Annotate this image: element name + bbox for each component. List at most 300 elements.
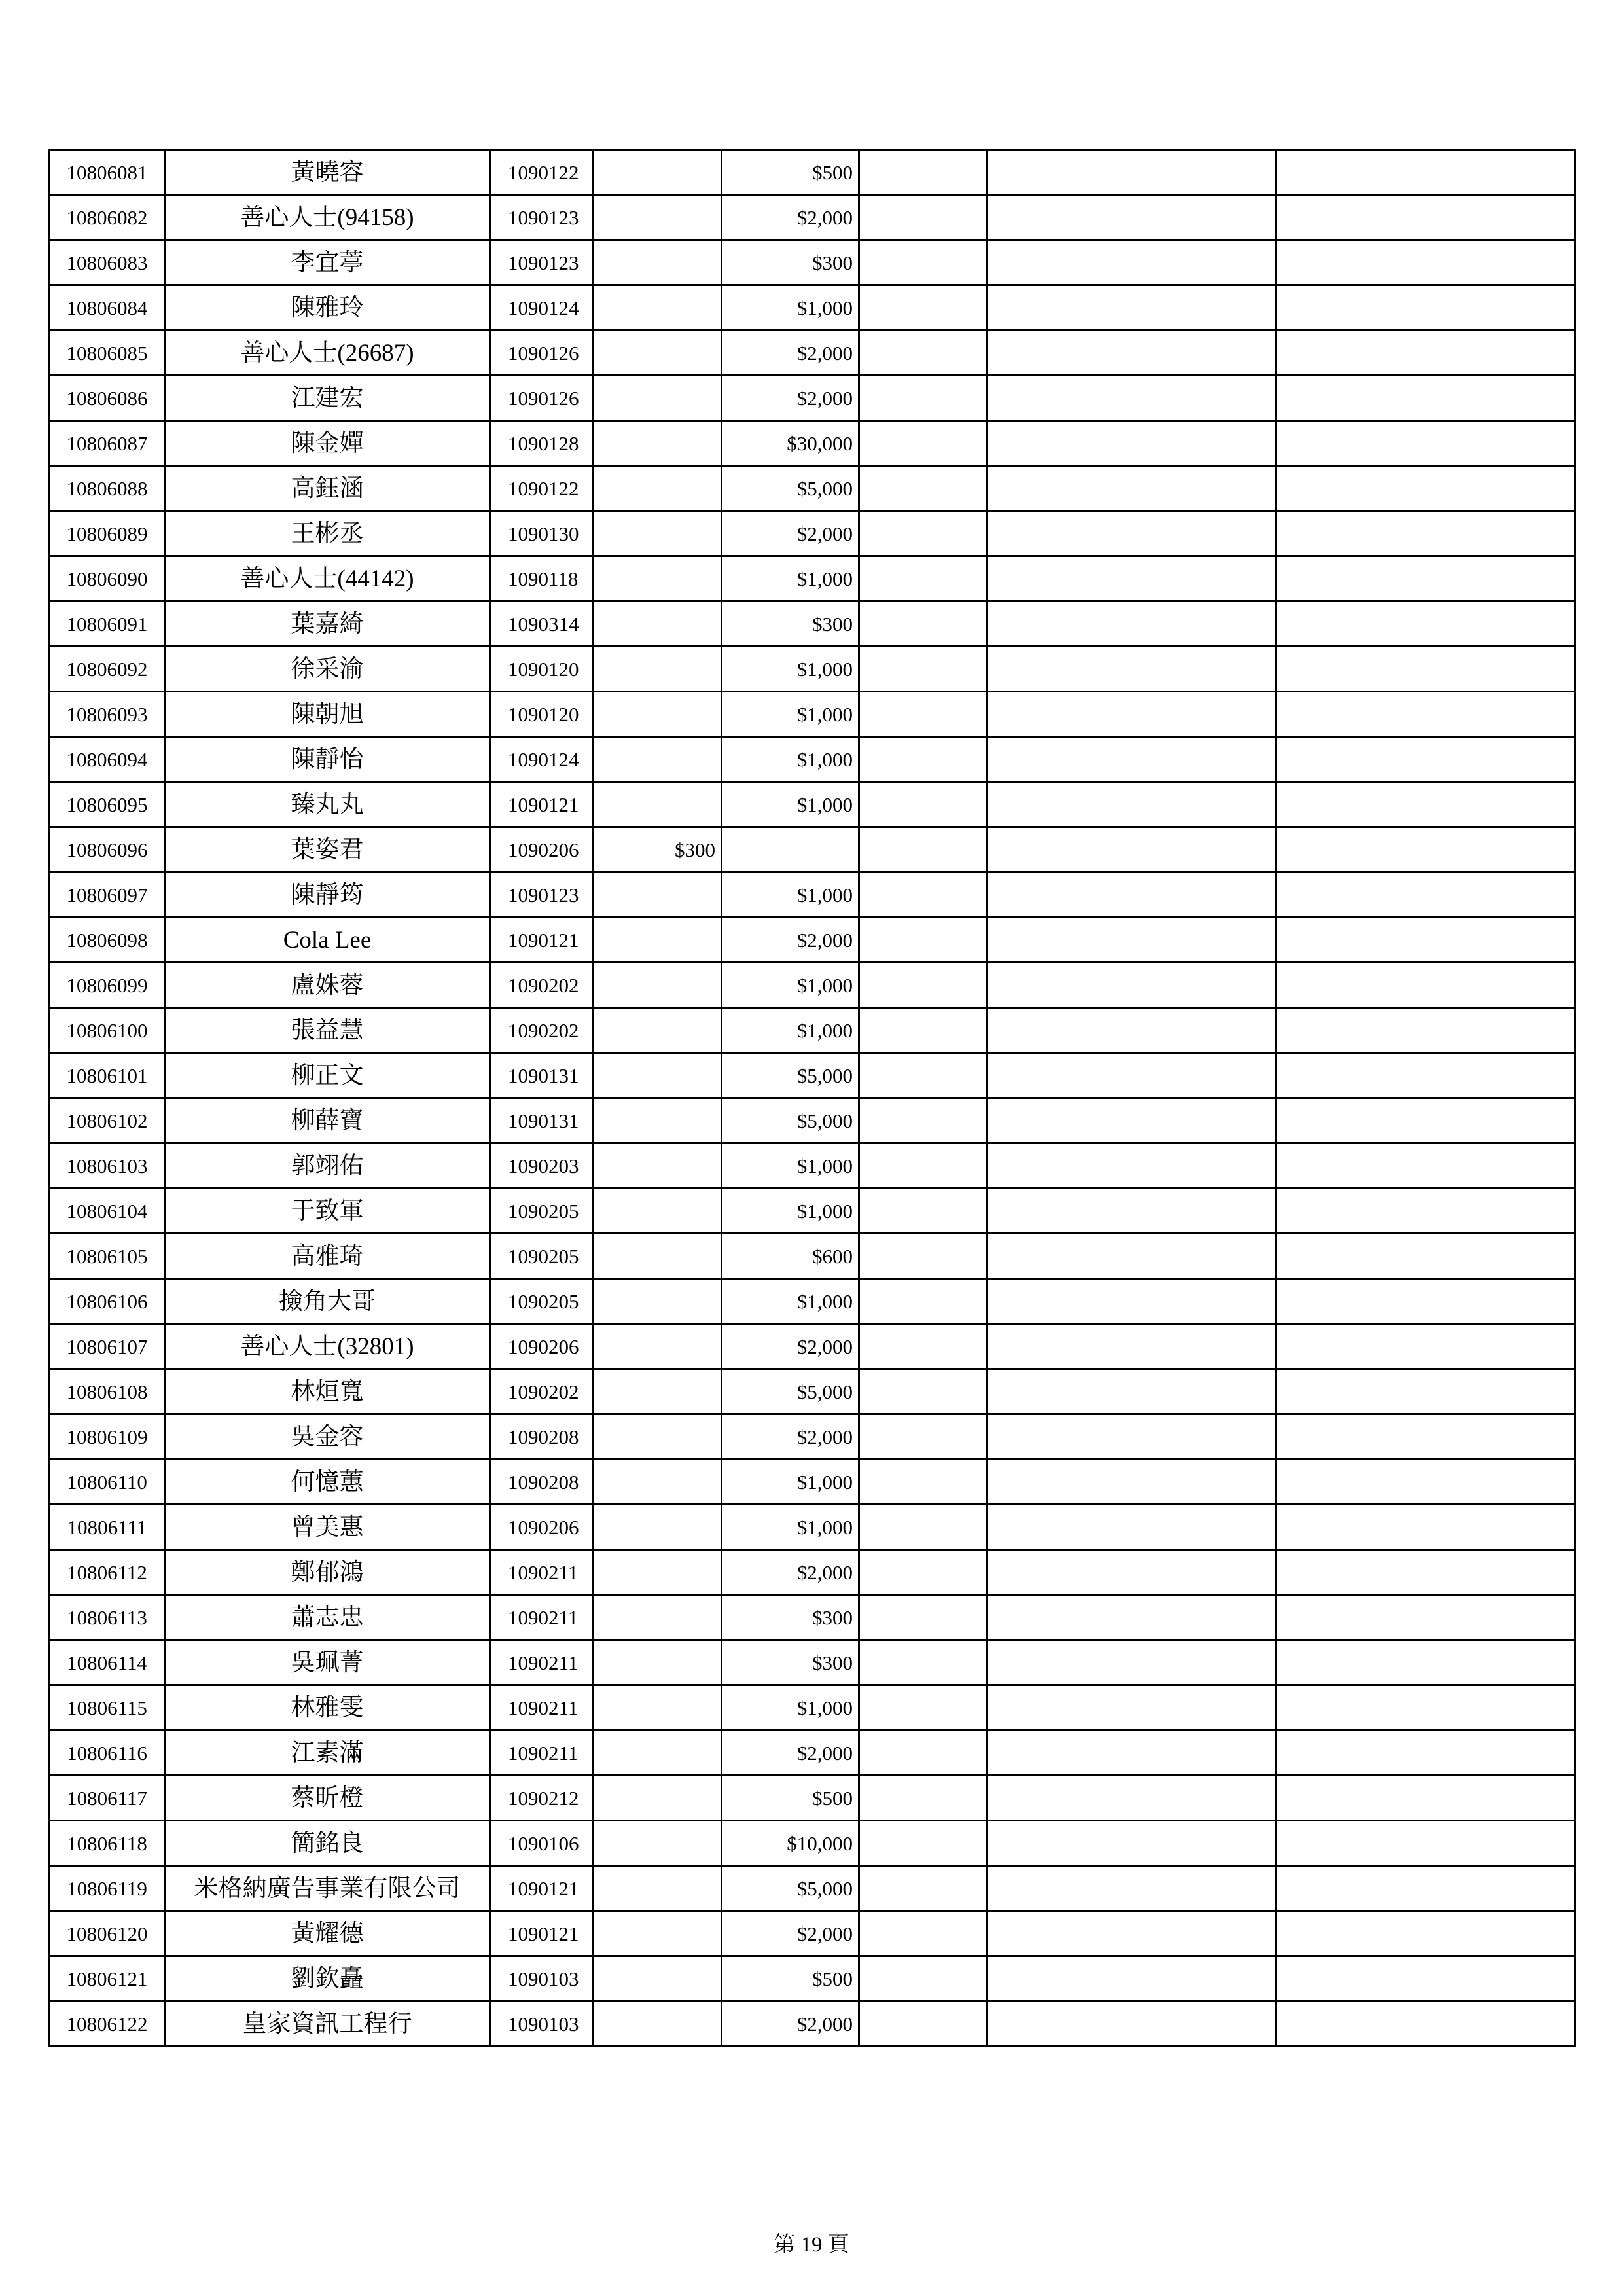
- empty-cell: [987, 1414, 1276, 1460]
- date-cell: 1090106: [490, 1821, 594, 1866]
- amount-a-cell: [594, 1414, 722, 1460]
- donation-ledger-table: [48, 149, 1576, 2047]
- amount-b-cell: $600: [722, 1234, 859, 1279]
- receipt-id-cell: 10806113: [50, 1595, 165, 1640]
- empty-cell: [1276, 782, 1575, 827]
- table-row: [50, 1279, 1575, 1324]
- table-row: [50, 1821, 1575, 1866]
- empty-cell: [1276, 285, 1575, 331]
- empty-cell: [987, 150, 1276, 195]
- receipt-id-cell: 10806098: [50, 918, 165, 963]
- table-row: [50, 1098, 1575, 1143]
- empty-cell: [987, 1324, 1276, 1369]
- empty-cell: [987, 737, 1276, 782]
- amount-a-cell: [594, 1731, 722, 1776]
- receipt-id-cell: 10806084: [50, 285, 165, 331]
- empty-cell: [987, 827, 1276, 872]
- date-cell: 1090120: [490, 692, 594, 737]
- amount-b-cell: $500: [722, 1956, 859, 2001]
- receipt-id-cell: 10806097: [50, 872, 165, 918]
- donor-name-cell: 徐采渝: [165, 647, 490, 692]
- amount-b-cell: $2,000: [722, 1731, 859, 1776]
- empty-cell: [859, 285, 987, 331]
- amount-a-cell: [594, 918, 722, 963]
- receipt-id-cell: 10806111: [50, 1505, 165, 1550]
- date-cell: 1090208: [490, 1414, 594, 1460]
- empty-cell: [987, 331, 1276, 376]
- amount-b-cell: $1,000: [722, 1505, 859, 1550]
- empty-cell: [1276, 692, 1575, 737]
- receipt-id-cell: 10806081: [50, 150, 165, 195]
- date-cell: 1090211: [490, 1685, 594, 1731]
- table-row: [50, 240, 1575, 285]
- receipt-id-cell: 10806085: [50, 331, 165, 376]
- empty-cell: [859, 1505, 987, 1550]
- empty-cell: [1276, 1234, 1575, 1279]
- empty-cell: [859, 1640, 987, 1685]
- date-cell: 1090124: [490, 737, 594, 782]
- receipt-id-cell: 10806106: [50, 1279, 165, 1324]
- receipt-id-cell: 10806099: [50, 963, 165, 1008]
- donor-name-cell: 劉欽矗: [165, 1956, 490, 2001]
- amount-a-cell: [594, 1279, 722, 1324]
- donor-name-cell: 蕭志忠: [165, 1595, 490, 1640]
- donor-name-cell: 何憶蕙: [165, 1460, 490, 1505]
- empty-cell: [987, 1776, 1276, 1821]
- receipt-id-cell: 10806115: [50, 1685, 165, 1731]
- empty-cell: [859, 1414, 987, 1460]
- receipt-id-cell: 10806087: [50, 421, 165, 466]
- amount-b-cell: $10,000: [722, 1821, 859, 1866]
- amount-a-cell: [594, 1505, 722, 1550]
- empty-cell: [1276, 1189, 1575, 1234]
- empty-cell: [1276, 511, 1575, 556]
- date-cell: 1090211: [490, 1640, 594, 1685]
- empty-cell: [1276, 1956, 1575, 2001]
- date-cell: 1090121: [490, 918, 594, 963]
- donor-name-cell: 江建宏: [165, 376, 490, 421]
- receipt-id-cell: 10806101: [50, 1053, 165, 1098]
- donor-name-cell: 高鈺涵: [165, 466, 490, 511]
- amount-b-cell: $1,000: [722, 1008, 859, 1053]
- empty-cell: [987, 1279, 1276, 1324]
- empty-cell: [859, 376, 987, 421]
- empty-cell: [1276, 1505, 1575, 1550]
- receipt-id-cell: 10806116: [50, 1731, 165, 1776]
- amount-b-cell: $2,000: [722, 1324, 859, 1369]
- empty-cell: [1276, 1821, 1575, 1866]
- empty-cell: [859, 466, 987, 511]
- empty-cell: [859, 150, 987, 195]
- table-row: [50, 1324, 1575, 1369]
- amount-a-cell: [594, 1189, 722, 1234]
- table-row: [50, 1640, 1575, 1685]
- donor-name-cell: 郭翊佑: [165, 1143, 490, 1189]
- amount-b-cell: $300: [722, 1640, 859, 1685]
- empty-cell: [859, 1369, 987, 1414]
- receipt-id-cell: 10806094: [50, 737, 165, 782]
- amount-b-cell: $5,000: [722, 1053, 859, 1098]
- receipt-id-cell: 10806083: [50, 240, 165, 285]
- empty-cell: [859, 963, 987, 1008]
- empty-cell: [987, 1143, 1276, 1189]
- empty-cell: [859, 1685, 987, 1731]
- donor-name-cell: 李宜葶: [165, 240, 490, 285]
- empty-cell: [987, 421, 1276, 466]
- empty-cell: [859, 1053, 987, 1098]
- empty-cell: [859, 1911, 987, 1956]
- amount-a-cell: [594, 1595, 722, 1640]
- amount-a-cell: [594, 1550, 722, 1595]
- amount-b-cell: $1,000: [722, 692, 859, 737]
- empty-cell: [987, 692, 1276, 737]
- empty-cell: [1276, 647, 1575, 692]
- table-row: [50, 150, 1575, 195]
- donor-name-cell: 葉嘉綺: [165, 601, 490, 647]
- empty-cell: [1276, 1595, 1575, 1640]
- date-cell: 1090122: [490, 466, 594, 511]
- amount-a-cell: [594, 331, 722, 376]
- receipt-id-cell: 10806091: [50, 601, 165, 647]
- table-row: [50, 647, 1575, 692]
- amount-b-cell: $500: [722, 1776, 859, 1821]
- empty-cell: [987, 466, 1276, 511]
- empty-cell: [859, 1460, 987, 1505]
- table-row: [50, 692, 1575, 737]
- empty-cell: [987, 1098, 1276, 1143]
- amount-a-cell: [594, 1866, 722, 1911]
- receipt-id-cell: 10806117: [50, 1776, 165, 1821]
- donor-name-cell: 善心人士(32801): [165, 1324, 490, 1369]
- table-row: [50, 1505, 1575, 1550]
- amount-a-cell: [594, 421, 722, 466]
- empty-cell: [859, 1956, 987, 2001]
- empty-cell: [859, 827, 987, 872]
- table-row: [50, 601, 1575, 647]
- empty-cell: [1276, 1324, 1575, 1369]
- donor-name-cell: 陳雅玲: [165, 285, 490, 331]
- donor-name-cell: 善心人士(26687): [165, 331, 490, 376]
- date-cell: 1090212: [490, 1776, 594, 1821]
- empty-cell: [1276, 1731, 1575, 1776]
- empty-cell: [1276, 1414, 1575, 1460]
- empty-cell: [987, 601, 1276, 647]
- empty-cell: [987, 1550, 1276, 1595]
- table-row: [50, 1008, 1575, 1053]
- empty-cell: [1276, 1053, 1575, 1098]
- empty-cell: [1276, 376, 1575, 421]
- table-row: [50, 1956, 1575, 2001]
- empty-cell: [859, 872, 987, 918]
- empty-cell: [1276, 1008, 1575, 1053]
- amount-a-cell: [594, 1460, 722, 1505]
- date-cell: 1090131: [490, 1098, 594, 1143]
- table-row: [50, 1414, 1575, 1460]
- empty-cell: [987, 963, 1276, 1008]
- amount-a-cell: [594, 1098, 722, 1143]
- amount-a-cell: [594, 1640, 722, 1685]
- date-cell: 1090205: [490, 1189, 594, 1234]
- empty-cell: [859, 647, 987, 692]
- donor-name-cell: 簡銘良: [165, 1821, 490, 1866]
- date-cell: 1090121: [490, 1911, 594, 1956]
- table-row: [50, 1866, 1575, 1911]
- date-cell: 1090205: [490, 1234, 594, 1279]
- amount-a-cell: [594, 1685, 722, 1731]
- receipt-id-cell: 10806108: [50, 1369, 165, 1414]
- amount-a-cell: [594, 466, 722, 511]
- date-cell: 1090121: [490, 1866, 594, 1911]
- donor-name-cell: Cola Lee: [165, 918, 490, 963]
- date-cell: 1090123: [490, 872, 594, 918]
- amount-b-cell: $500: [722, 150, 859, 195]
- amount-a-cell: [594, 737, 722, 782]
- amount-a-cell: [594, 1956, 722, 2001]
- amount-b-cell: $1,000: [722, 872, 859, 918]
- date-cell: 1090206: [490, 827, 594, 872]
- empty-cell: [859, 1821, 987, 1866]
- amount-a-cell: [594, 240, 722, 285]
- receipt-id-cell: 10806092: [50, 647, 165, 692]
- amount-b-cell: $2,000: [722, 331, 859, 376]
- amount-a-cell: [594, 1324, 722, 1369]
- empty-cell: [1276, 331, 1575, 376]
- date-cell: 1090211: [490, 1550, 594, 1595]
- empty-cell: [1276, 1640, 1575, 1685]
- empty-cell: [1276, 872, 1575, 918]
- amount-b-cell: $1,000: [722, 782, 859, 827]
- empty-cell: [859, 195, 987, 240]
- table-row: [50, 1053, 1575, 1098]
- amount-a-cell: [594, 2001, 722, 2047]
- empty-cell: [1276, 240, 1575, 285]
- empty-cell: [987, 1821, 1276, 1866]
- date-cell: 1090126: [490, 376, 594, 421]
- receipt-id-cell: 10806103: [50, 1143, 165, 1189]
- amount-a-cell: [594, 963, 722, 1008]
- amount-a-cell: [594, 1369, 722, 1414]
- table-row: [50, 1189, 1575, 1234]
- table-row: [50, 285, 1575, 331]
- amount-a-cell: [594, 872, 722, 918]
- amount-b-cell: $5,000: [722, 1866, 859, 1911]
- donor-name-cell: 臻丸丸: [165, 782, 490, 827]
- amount-a-cell: [594, 601, 722, 647]
- date-cell: 1090120: [490, 647, 594, 692]
- date-cell: 1090118: [490, 556, 594, 601]
- empty-cell: [1276, 556, 1575, 601]
- receipt-id-cell: 10806088: [50, 466, 165, 511]
- empty-cell: [859, 918, 987, 963]
- empty-cell: [859, 240, 987, 285]
- receipt-id-cell: 10806089: [50, 511, 165, 556]
- receipt-id-cell: 10806095: [50, 782, 165, 827]
- date-cell: 1090126: [490, 331, 594, 376]
- date-cell: 1090202: [490, 1008, 594, 1053]
- empty-cell: [859, 737, 987, 782]
- empty-cell: [987, 1685, 1276, 1731]
- empty-cell: [859, 601, 987, 647]
- table-row: [50, 737, 1575, 782]
- donor-name-cell: 王彬丞: [165, 511, 490, 556]
- amount-b-cell: $5,000: [722, 1098, 859, 1143]
- empty-cell: [987, 1505, 1276, 1550]
- amount-b-cell: $2,000: [722, 376, 859, 421]
- receipt-id-cell: 10806120: [50, 1911, 165, 1956]
- donor-name-cell: 江素滿: [165, 1731, 490, 1776]
- empty-cell: [987, 1956, 1276, 2001]
- date-cell: 1090314: [490, 601, 594, 647]
- empty-cell: [859, 1008, 987, 1053]
- table-row: [50, 511, 1575, 556]
- date-cell: 1090123: [490, 240, 594, 285]
- donor-name-cell: 陳金嬋: [165, 421, 490, 466]
- donor-name-cell: 撿角大哥: [165, 1279, 490, 1324]
- empty-cell: [859, 1279, 987, 1324]
- amount-a-cell: [594, 285, 722, 331]
- empty-cell: [859, 782, 987, 827]
- empty-cell: [987, 1234, 1276, 1279]
- table-row: [50, 1460, 1575, 1505]
- empty-cell: [1276, 1685, 1575, 1731]
- amount-a-cell: [594, 647, 722, 692]
- empty-cell: [987, 195, 1276, 240]
- table-row: [50, 782, 1575, 827]
- table-row: [50, 1685, 1575, 1731]
- donor-name-cell: 林雅雯: [165, 1685, 490, 1731]
- date-cell: 1090130: [490, 511, 594, 556]
- amount-a-cell: [594, 195, 722, 240]
- empty-cell: [859, 1866, 987, 1911]
- empty-cell: [987, 1866, 1276, 1911]
- empty-cell: [987, 1053, 1276, 1098]
- table-row: [50, 1550, 1575, 1595]
- date-cell: 1090123: [490, 195, 594, 240]
- empty-cell: [987, 1189, 1276, 1234]
- donor-name-cell: 黃耀德: [165, 1911, 490, 1956]
- amount-b-cell: $2,000: [722, 1911, 859, 1956]
- amount-a-cell: [594, 1911, 722, 1956]
- amount-b-cell: $1,000: [722, 1143, 859, 1189]
- donor-name-cell: 善心人士(44142): [165, 556, 490, 601]
- empty-cell: [1276, 466, 1575, 511]
- receipt-id-cell: 10806109: [50, 1414, 165, 1460]
- receipt-id-cell: 10806114: [50, 1640, 165, 1685]
- empty-cell: [1276, 2001, 1575, 2047]
- donor-name-cell: 陳靜怡: [165, 737, 490, 782]
- donor-name-cell: 吳金容: [165, 1414, 490, 1460]
- receipt-id-cell: 10806119: [50, 1866, 165, 1911]
- table-row: [50, 827, 1575, 872]
- date-cell: 1090208: [490, 1460, 594, 1505]
- empty-cell: [987, 511, 1276, 556]
- table-row: [50, 331, 1575, 376]
- empty-cell: [859, 1776, 987, 1821]
- amount-b-cell: $1,000: [722, 556, 859, 601]
- date-cell: 1090103: [490, 1956, 594, 2001]
- amount-a-cell: $300: [594, 827, 722, 872]
- empty-cell: [859, 556, 987, 601]
- empty-cell: [987, 1369, 1276, 1414]
- receipt-id-cell: 10806100: [50, 1008, 165, 1053]
- amount-a-cell: [594, 1008, 722, 1053]
- donor-name-cell: 陳靜筠: [165, 872, 490, 918]
- donor-name-cell: 米格納廣告事業有限公司: [165, 1866, 490, 1911]
- donor-name-cell: 高雅琦: [165, 1234, 490, 1279]
- amount-a-cell: [594, 150, 722, 195]
- amount-a-cell: [594, 511, 722, 556]
- empty-cell: [859, 511, 987, 556]
- amount-a-cell: [594, 692, 722, 737]
- donor-name-cell: 盧姝蓉: [165, 963, 490, 1008]
- empty-cell: [987, 1008, 1276, 1053]
- date-cell: 1090203: [490, 1143, 594, 1189]
- donor-name-cell: 鄭郁鴻: [165, 1550, 490, 1595]
- empty-cell: [1276, 150, 1575, 195]
- table-row: [50, 1143, 1575, 1189]
- amount-a-cell: [594, 1821, 722, 1866]
- table-row: [50, 1234, 1575, 1279]
- amount-b-cell: $300: [722, 601, 859, 647]
- amount-b-cell: $2,000: [722, 918, 859, 963]
- empty-cell: [1276, 1143, 1575, 1189]
- amount-b-cell: $30,000: [722, 421, 859, 466]
- amount-b-cell: [722, 827, 859, 872]
- date-cell: 1090211: [490, 1595, 594, 1640]
- donor-name-cell: 于致軍: [165, 1189, 490, 1234]
- receipt-id-cell: 10806104: [50, 1189, 165, 1234]
- empty-cell: [859, 1595, 987, 1640]
- amount-b-cell: $2,000: [722, 2001, 859, 2047]
- empty-cell: [987, 285, 1276, 331]
- table-row: [50, 1911, 1575, 1956]
- empty-cell: [1276, 1279, 1575, 1324]
- amount-b-cell: $1,000: [722, 1685, 859, 1731]
- receipt-id-cell: 10806096: [50, 827, 165, 872]
- empty-cell: [987, 376, 1276, 421]
- date-cell: 1090124: [490, 285, 594, 331]
- table-row: [50, 421, 1575, 466]
- empty-cell: [987, 1731, 1276, 1776]
- empty-cell: [1276, 737, 1575, 782]
- date-cell: 1090103: [490, 2001, 594, 2047]
- donor-name-cell: 曾美惠: [165, 1505, 490, 1550]
- amount-b-cell: $1,000: [722, 737, 859, 782]
- empty-cell: [987, 647, 1276, 692]
- empty-cell: [1276, 1866, 1575, 1911]
- date-cell: 1090122: [490, 150, 594, 195]
- empty-cell: [987, 1460, 1276, 1505]
- amount-a-cell: [594, 1053, 722, 1098]
- empty-cell: [1276, 1369, 1575, 1414]
- receipt-id-cell: 10806086: [50, 376, 165, 421]
- empty-cell: [1276, 1776, 1575, 1821]
- table-row: [50, 376, 1575, 421]
- receipt-id-cell: 10806082: [50, 195, 165, 240]
- empty-cell: [1276, 421, 1575, 466]
- amount-b-cell: $2,000: [722, 1550, 859, 1595]
- empty-cell: [1276, 918, 1575, 963]
- amount-b-cell: $2,000: [722, 1414, 859, 1460]
- empty-cell: [859, 1234, 987, 1279]
- amount-a-cell: [594, 1234, 722, 1279]
- empty-cell: [859, 1324, 987, 1369]
- amount-a-cell: [594, 782, 722, 827]
- empty-cell: [859, 1189, 987, 1234]
- empty-cell: [987, 872, 1276, 918]
- table-row: [50, 872, 1575, 918]
- amount-b-cell: $5,000: [722, 1369, 859, 1414]
